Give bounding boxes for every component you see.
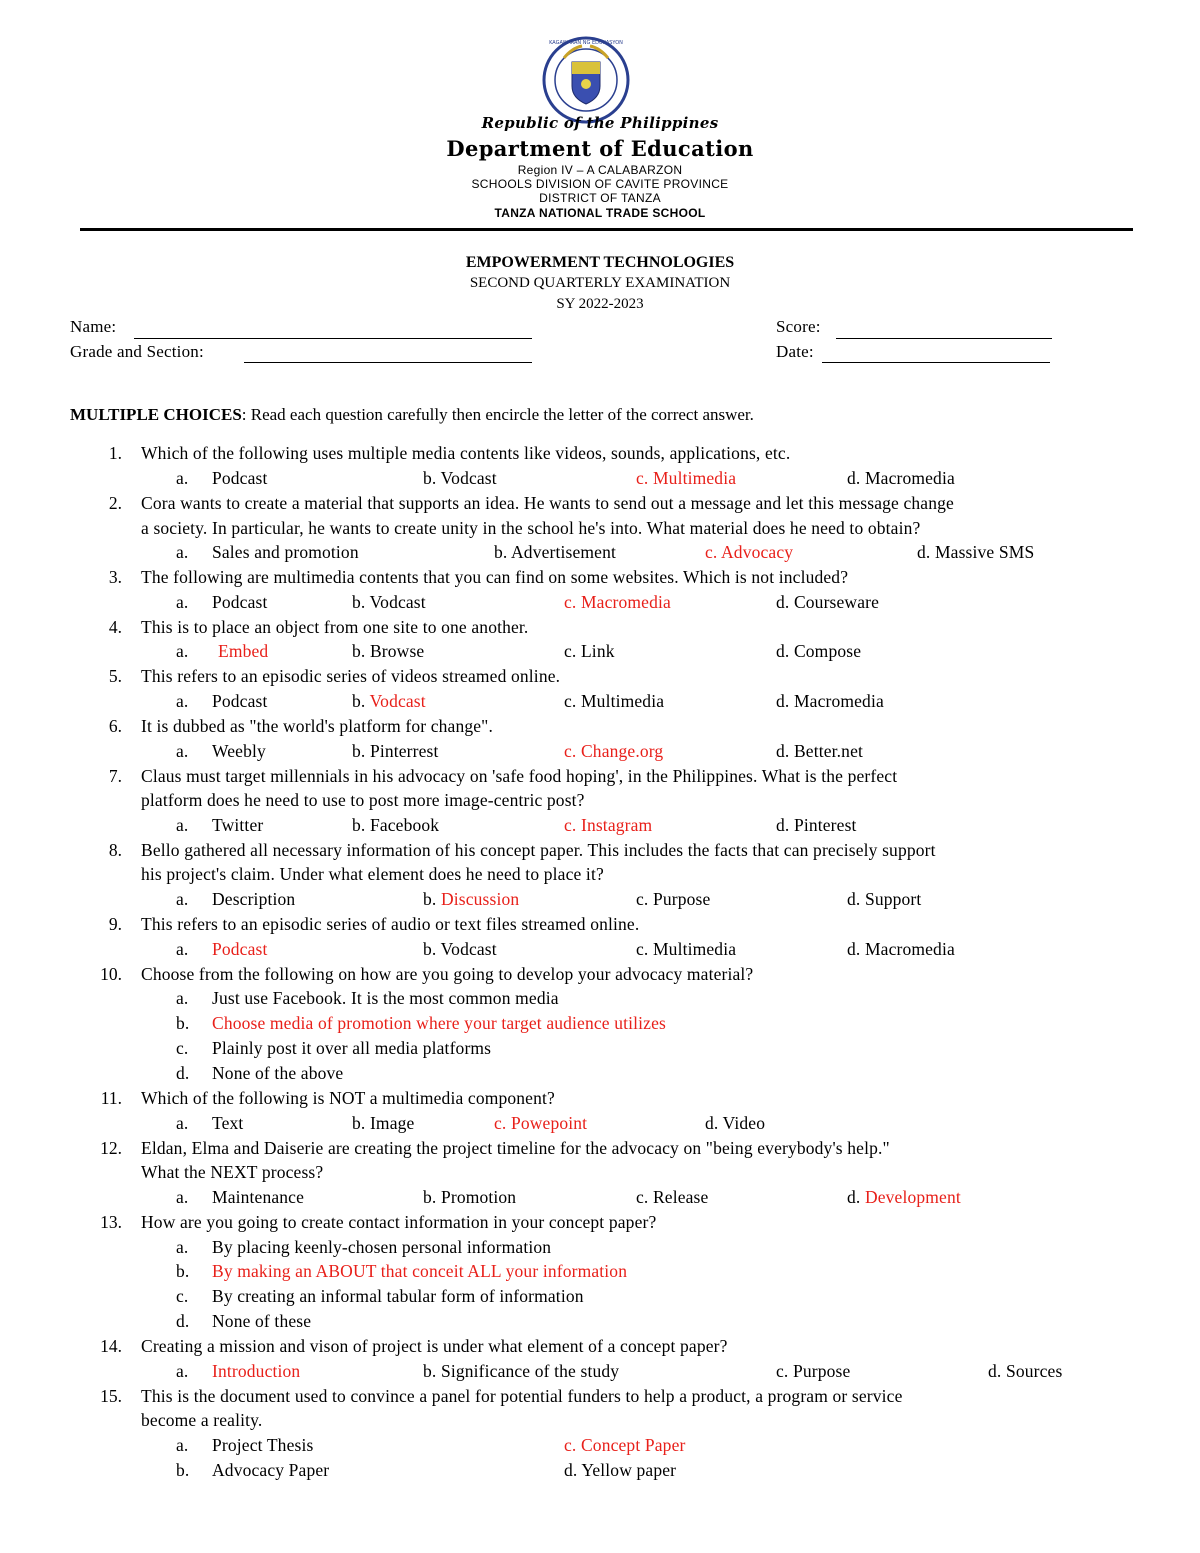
- question-text: platform does he need to use to post more image-centric post?: [141, 790, 585, 810]
- option-text: Vodcast: [369, 592, 426, 612]
- question-number: 15.: [100, 1386, 122, 1406]
- question-number: 13.: [100, 1212, 122, 1232]
- option-letter: b.: [352, 1113, 370, 1133]
- option-letter: a.: [176, 1187, 189, 1207]
- option-letter: d.: [776, 691, 794, 711]
- option-text: Advocacy: [721, 542, 794, 562]
- answer-option[interactable]: [176, 1013, 666, 1034]
- option-letter: b.: [352, 592, 370, 612]
- answer-option[interactable]: [705, 1113, 765, 1134]
- answer-option[interactable]: [352, 741, 439, 762]
- option-text: Macromedia: [864, 468, 955, 488]
- option-letter: c.: [636, 939, 653, 959]
- option-text: Concept Paper: [580, 1435, 686, 1455]
- division-line: SCHOOLS DIVISION OF CAVITE PROVINCE: [471, 177, 729, 191]
- question-text: Cora wants to create a material that supports an idea. He wants to send out a message and let this message change: [141, 493, 954, 513]
- option-letter: a.: [176, 988, 189, 1008]
- option-letter: b.: [352, 741, 370, 761]
- option-letter: b.: [176, 1460, 190, 1480]
- option-text: Release: [652, 1187, 709, 1207]
- option-text: Browse: [369, 641, 425, 661]
- option-text: Massive SMS: [934, 542, 1035, 562]
- question-text: a society. In particular, he wants to create unity in the school he's into. What material does he need to obtain?: [141, 518, 921, 538]
- option-letter: d.: [847, 939, 865, 959]
- question-text: This is the document used to convince a panel for potential funders to help a product, a program or service: [141, 1386, 903, 1406]
- question-number: 8.: [108, 840, 122, 860]
- answer-option[interactable]: [423, 1361, 619, 1382]
- option-letter: a.: [176, 939, 189, 959]
- option-text: Facebook: [369, 815, 440, 835]
- option-text: Multimedia: [580, 691, 665, 711]
- answer-option[interactable]: [176, 1063, 343, 1084]
- answer-option[interactable]: [988, 1361, 1062, 1382]
- score-label: Score:: [776, 317, 821, 336]
- option-text: Text: [212, 1113, 244, 1133]
- option-text: Change.org: [580, 741, 664, 761]
- question-text: Claus must target millennials in his advocacy on 'safe food hoping', in the Philippines. What is the perfect: [141, 766, 898, 786]
- exam-title: SECOND QUARTERLY EXAMINATION: [469, 275, 731, 291]
- option-text: Plainly post it over all media platforms: [212, 1038, 492, 1058]
- option-letter: c.: [776, 1361, 793, 1381]
- option-text: By creating an informal tabular form of information: [212, 1286, 584, 1306]
- answer-option[interactable]: [176, 1311, 311, 1332]
- school-year: SY 2022-2023: [556, 296, 644, 312]
- option-letter: d.: [847, 1187, 865, 1207]
- option-text: Vodcast: [369, 691, 426, 711]
- header-divider: [80, 228, 1133, 231]
- school-name: TANZA NATIONAL TRADE SCHOOL: [494, 206, 706, 220]
- option-text: Instagram: [580, 815, 653, 835]
- option-text: Link: [580, 641, 615, 661]
- option-letter: d.: [776, 641, 794, 661]
- answer-option[interactable]: [176, 592, 268, 613]
- answer-option[interactable]: [423, 889, 519, 910]
- option-letter: b.: [494, 542, 511, 562]
- option-text: Purpose: [792, 1361, 851, 1381]
- question-number: 12.: [100, 1138, 122, 1158]
- option-letter: c.: [176, 1038, 189, 1058]
- option-letter: d.: [176, 1311, 190, 1331]
- answer-option[interactable]: [176, 542, 359, 563]
- option-text: Macromedia: [793, 691, 884, 711]
- answer-option[interactable]: [776, 691, 884, 712]
- option-text: Multimedia: [652, 939, 737, 959]
- option-letter: a.: [176, 592, 189, 612]
- option-letter: d.: [776, 592, 794, 612]
- option-letter: d.: [564, 1460, 582, 1480]
- answer-option[interactable]: [176, 1237, 551, 1258]
- answer-option[interactable]: [917, 542, 1034, 563]
- option-text: Macromedia: [580, 592, 671, 612]
- question-number: 3.: [108, 567, 122, 587]
- answer-option[interactable]: [423, 1187, 516, 1208]
- question-text: This refers to an episodic series of audio or text files streamed online.: [141, 914, 640, 934]
- answer-option[interactable]: [564, 691, 664, 712]
- department-title: Department of Education: [446, 136, 754, 161]
- question-number: 11.: [100, 1088, 122, 1108]
- option-text: Powepoint: [510, 1113, 588, 1133]
- answer-option[interactable]: [847, 889, 921, 910]
- option-letter: a.: [176, 468, 189, 488]
- option-text: Purpose: [652, 889, 711, 909]
- option-text: Embed: [218, 641, 269, 661]
- question-text: What the NEXT process?: [141, 1162, 324, 1182]
- answer-option[interactable]: [564, 1460, 676, 1481]
- question-text: Which of the following is NOT a multimedia component?: [141, 1088, 555, 1108]
- answer-option[interactable]: [636, 939, 736, 960]
- option-text: Image: [369, 1113, 415, 1133]
- answer-option[interactable]: [776, 641, 861, 662]
- option-letter: c.: [564, 691, 581, 711]
- option-letter: b.: [176, 1261, 190, 1281]
- answer-option[interactable]: [176, 1435, 313, 1456]
- answer-option[interactable]: [176, 815, 263, 836]
- question-text: become a reality.: [141, 1410, 263, 1430]
- answer-option[interactable]: [176, 889, 295, 910]
- question-number: 10.: [100, 964, 122, 984]
- option-text: Advocacy Paper: [212, 1460, 330, 1480]
- option-letter: d.: [705, 1113, 723, 1133]
- instructions-text: : Read each question carefully then encircle the letter of the correct answer.: [241, 405, 754, 424]
- option-text: Podcast: [212, 691, 268, 711]
- answer-option[interactable]: [423, 939, 497, 960]
- option-text: By placing keenly-chosen personal information: [212, 1237, 552, 1257]
- option-letter: c.: [564, 641, 581, 661]
- question-text: Bello gathered all necessary information of his concept paper. This includes the facts that can precisely support: [141, 840, 936, 860]
- grade-section-line[interactable]: [244, 362, 532, 363]
- option-text: Weebly: [212, 741, 266, 761]
- option-text: Description: [212, 889, 296, 909]
- answer-option[interactable]: [176, 939, 268, 960]
- answer-option[interactable]: [636, 468, 736, 489]
- answer-option[interactable]: [352, 592, 426, 613]
- answer-option[interactable]: [564, 815, 652, 836]
- option-letter: c.: [636, 1187, 653, 1207]
- option-letter: a.: [176, 691, 189, 711]
- option-letter: a.: [176, 641, 189, 661]
- option-letter: a.: [176, 889, 189, 909]
- name-line[interactable]: [134, 338, 532, 339]
- option-text: Promotion: [440, 1187, 517, 1207]
- option-text: Significance of the study: [440, 1361, 620, 1381]
- name-label: Name:: [70, 317, 117, 336]
- option-letter: b.: [423, 939, 441, 959]
- svg-text:KAGAWARAN NG EDUKASYON: KAGAWARAN NG EDUKASYON: [549, 40, 623, 46]
- option-text: Just use Facebook. It is the most common media: [212, 988, 559, 1008]
- option-text: Yellow paper: [581, 1460, 677, 1480]
- option-letter: a.: [176, 1237, 189, 1257]
- answer-option[interactable]: [176, 691, 268, 712]
- option-text: Pinterest: [793, 815, 857, 835]
- option-text: Courseware: [793, 592, 880, 612]
- option-letter: b.: [352, 815, 370, 835]
- option-letter: c.: [494, 1113, 511, 1133]
- answer-option[interactable]: [636, 889, 710, 910]
- answer-option[interactable]: [176, 1460, 329, 1481]
- option-letter: a.: [176, 542, 189, 562]
- option-letter: a.: [176, 1435, 189, 1455]
- answer-option[interactable]: [176, 988, 559, 1009]
- answer-option[interactable]: [847, 468, 955, 489]
- option-text: Choose media of promotion where your target audience utilizes: [212, 1013, 666, 1033]
- option-text: Compose: [793, 641, 862, 661]
- date-line[interactable]: [822, 362, 1050, 363]
- option-letter: b.: [423, 1187, 441, 1207]
- option-letter: a.: [176, 1361, 189, 1381]
- option-letter: b.: [352, 641, 370, 661]
- option-letter: d.: [847, 468, 865, 488]
- answer-option[interactable]: [176, 468, 268, 489]
- answer-option[interactable]: [176, 1038, 491, 1059]
- option-letter: b.: [176, 1013, 190, 1033]
- answer-option[interactable]: [423, 468, 497, 489]
- option-text: Vodcast: [440, 939, 497, 959]
- question-number: 1.: [108, 443, 122, 463]
- answer-option[interactable]: [176, 1187, 304, 1208]
- answer-option[interactable]: [564, 1435, 685, 1456]
- answer-option[interactable]: [494, 1113, 587, 1134]
- question-text: his project's claim. Under what element does he need to place it?: [141, 864, 604, 884]
- republic-line: Republic of the Philippines: [481, 114, 719, 132]
- question-text: This is to place an object from one site to one another.: [141, 617, 529, 637]
- answer-option[interactable]: [352, 691, 426, 712]
- option-letter: a.: [176, 815, 189, 835]
- instructions-heading: MULTIPLE CHOICES: [70, 405, 242, 424]
- option-text: Podcast: [212, 939, 268, 959]
- option-letter: c.: [564, 815, 581, 835]
- score-line[interactable]: [836, 338, 1052, 339]
- option-text: Support: [864, 889, 922, 909]
- option-text: None of these: [212, 1311, 312, 1331]
- option-text: Introduction: [212, 1361, 301, 1381]
- question-text: How are you going to create contact information in your concept paper?: [141, 1212, 657, 1232]
- option-text: Project Thesis: [212, 1435, 314, 1455]
- option-letter: c.: [564, 741, 581, 761]
- option-letter: c.: [636, 468, 653, 488]
- answer-option[interactable]: [636, 1187, 708, 1208]
- question-number: 4.: [108, 617, 122, 637]
- question-text: Choose from the following on how are you going to develop your advocacy material?: [141, 964, 754, 984]
- date-label: Date:: [776, 342, 814, 361]
- question-number: 2.: [108, 493, 122, 513]
- option-letter: d.: [988, 1361, 1006, 1381]
- subject-title: EMPOWERMENT TECHNOLOGIES: [465, 254, 735, 271]
- question-number: 7.: [108, 766, 122, 786]
- question-text: Creating a mission and vison of project is under what element of a concept paper?: [141, 1336, 728, 1356]
- option-letter: b.: [423, 1361, 441, 1381]
- option-text: Multimedia: [652, 468, 737, 488]
- option-letter: c.: [176, 1286, 189, 1306]
- answer-option[interactable]: [847, 1187, 961, 1208]
- answer-option[interactable]: [494, 542, 616, 563]
- option-letter: d.: [847, 889, 865, 909]
- grade-section-label: Grade and Section:: [70, 342, 204, 361]
- deped-seal-logo: [542, 36, 630, 124]
- option-text: Better.net: [793, 741, 864, 761]
- option-text: Video: [722, 1113, 766, 1133]
- option-text: Vodcast: [440, 468, 497, 488]
- option-letter: c.: [636, 889, 653, 909]
- option-letter: a.: [176, 741, 189, 761]
- answer-option[interactable]: [776, 592, 879, 613]
- answer-option[interactable]: [176, 1261, 627, 1282]
- answer-option[interactable]: [176, 1286, 584, 1307]
- option-text: Pinterrest: [369, 741, 439, 761]
- option-letter: d.: [176, 1063, 190, 1083]
- question-text: Eldan, Elma and Daiserie are creating the project timeline for the advocacy on "being everybody's help.": [141, 1138, 890, 1158]
- option-letter: d.: [917, 542, 935, 562]
- question-text: This refers to an episodic series of videos streamed online.: [141, 666, 561, 686]
- answer-option[interactable]: [776, 815, 857, 836]
- question-number: 5.: [108, 666, 122, 686]
- answer-option[interactable]: [176, 1361, 300, 1382]
- option-letter: a.: [176, 1113, 189, 1133]
- question-number: 9.: [108, 914, 122, 934]
- answer-option[interactable]: [352, 1113, 414, 1134]
- answer-option[interactable]: [564, 592, 671, 613]
- answer-option[interactable]: [564, 641, 615, 662]
- option-letter: c.: [564, 592, 581, 612]
- answer-option[interactable]: [352, 641, 424, 662]
- answer-option[interactable]: [776, 741, 863, 762]
- option-text: None of the above: [212, 1063, 344, 1083]
- question-text: The following are multimedia contents that you can find on some websites. Which is not included?: [141, 567, 849, 587]
- option-text: Sales and promotion: [212, 542, 359, 562]
- option-text: Development: [864, 1187, 961, 1207]
- answer-option[interactable]: [352, 815, 439, 836]
- answer-option[interactable]: [176, 641, 268, 662]
- question-text: It is dubbed as "the world's platform for change".: [141, 716, 494, 736]
- answer-option[interactable]: [847, 939, 955, 960]
- option-text: Advertisement: [511, 542, 616, 562]
- question-number: 14.: [100, 1336, 122, 1356]
- instructions: [70, 405, 754, 425]
- answer-option[interactable]: [705, 542, 793, 563]
- answer-option[interactable]: [564, 741, 663, 762]
- option-text: Discussion: [440, 889, 520, 909]
- option-letter: b.: [423, 468, 441, 488]
- question-number: 6.: [108, 716, 122, 736]
- option-letter: c.: [564, 1435, 581, 1455]
- option-text: Maintenance: [212, 1187, 305, 1207]
- option-text: By making an ABOUT that conceit ALL your information: [212, 1261, 628, 1281]
- option-text: Twitter: [212, 815, 264, 835]
- question-text: Which of the following uses multiple media contents like videos, sounds, applications, etc.: [141, 443, 791, 463]
- option-letter: b.: [423, 889, 441, 909]
- option-text: Sources: [1005, 1361, 1063, 1381]
- district-line: DISTRICT OF TANZA: [539, 191, 661, 205]
- option-text: Macromedia: [864, 939, 955, 959]
- option-letter: d.: [776, 815, 794, 835]
- option-letter: b.: [352, 691, 370, 711]
- option-letter: c.: [705, 542, 722, 562]
- option-text: Podcast: [212, 468, 268, 488]
- option-letter: d.: [776, 741, 794, 761]
- option-text: Podcast: [212, 592, 268, 612]
- answer-option[interactable]: [776, 1361, 850, 1382]
- region-line: Region IV – A CALABARZON: [517, 163, 683, 177]
- answer-option[interactable]: [176, 1113, 243, 1134]
- answer-option[interactable]: [176, 741, 266, 762]
